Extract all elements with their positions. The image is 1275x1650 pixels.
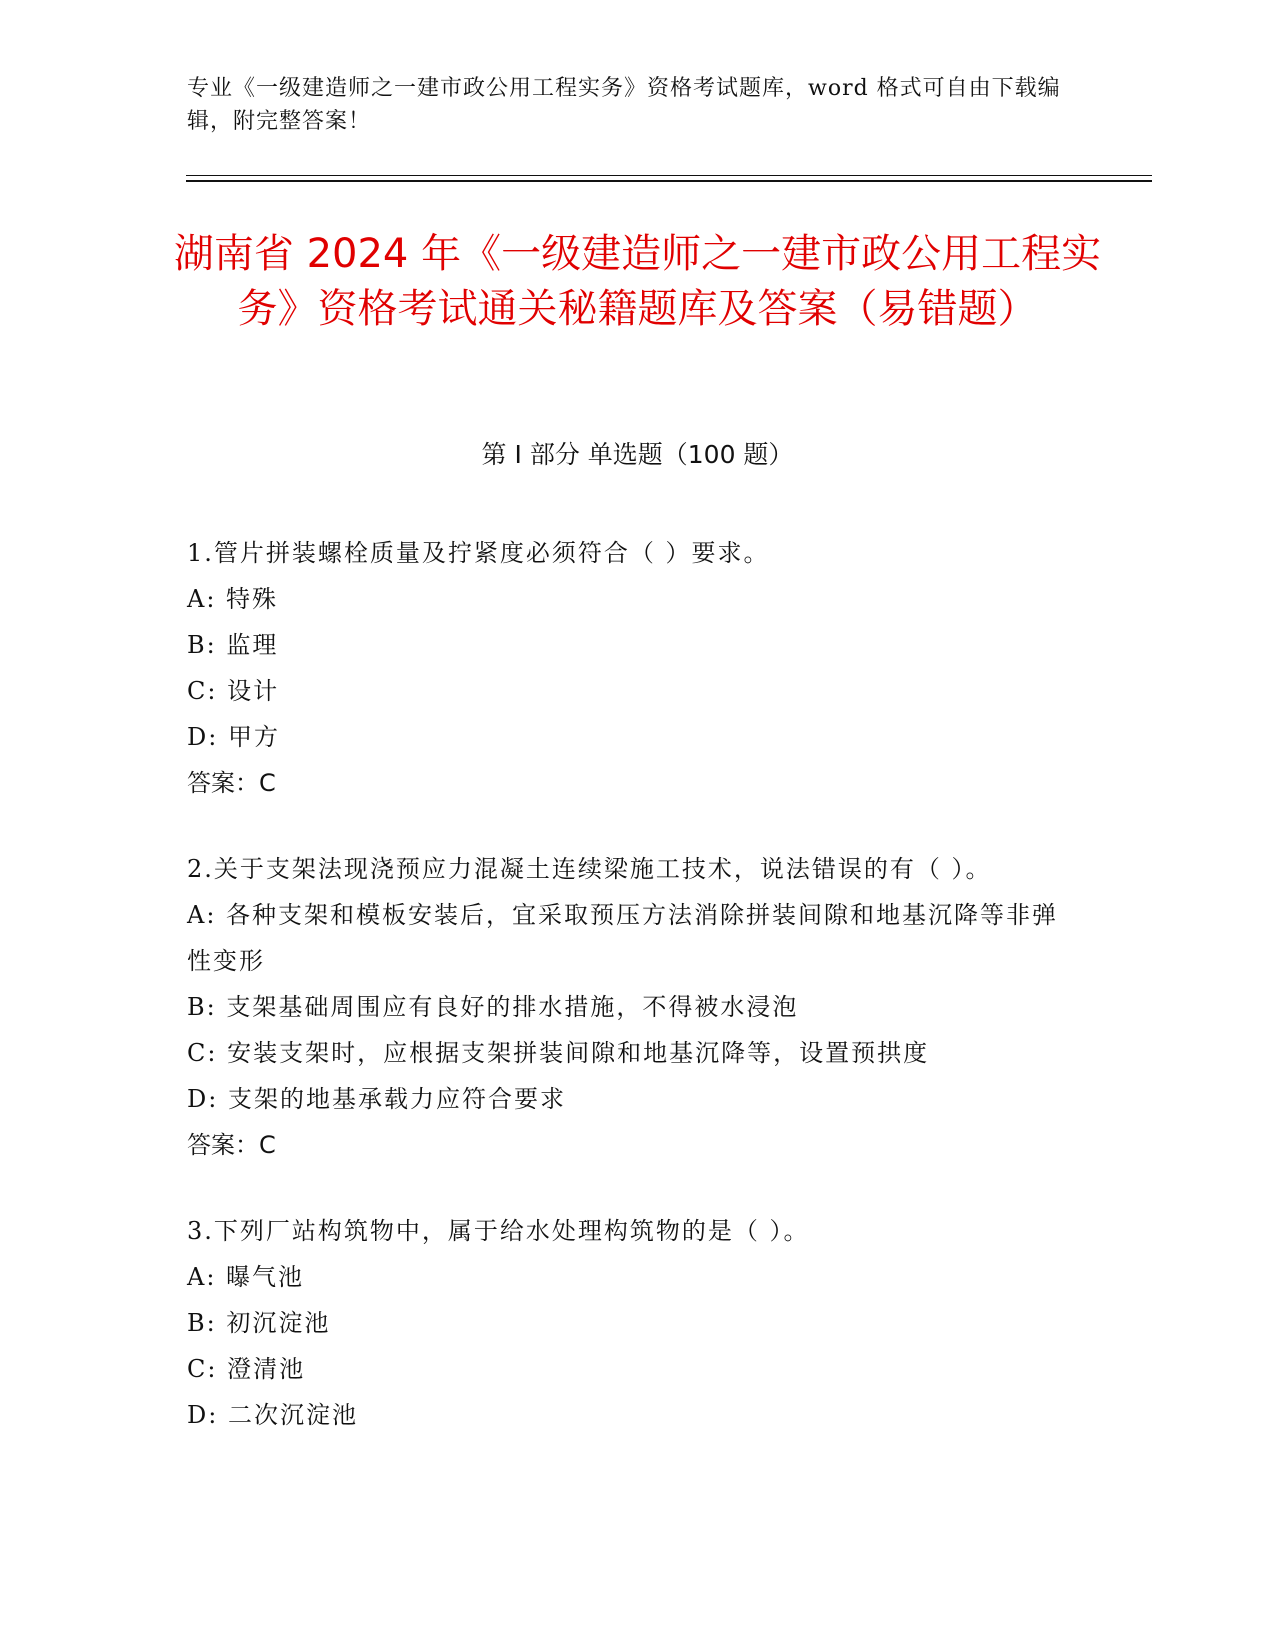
option-b: B: 支架基础周围应有良好的排水措施，不得被水浸泡 [187, 993, 799, 1021]
section-title: 第 I 部分 单选题（100 题） [481, 440, 794, 469]
question-list [187, 530, 1077, 1478]
answer: 答案：C [187, 1131, 276, 1159]
document-title: 湖南省 2024 年《一级建造师之一建市政公用工程实务》资格考试通关秘籍题库及答案（易错题） [173, 231, 1102, 332]
option-a: A: 特殊 [187, 585, 279, 613]
question-3 [187, 1208, 1077, 1438]
option-c: C: 设计 [187, 677, 280, 705]
option-c: C: 安装支架时，应根据支架拼装间隙和地基沉降等，设置预拱度 [187, 1039, 930, 1067]
answer: 答案：C [187, 769, 276, 797]
option-d: D: 支架的地基承载力应符合要求 [187, 1085, 566, 1113]
question-stem: 3.下列厂站构筑物中，属于给水处理构筑物的是（ ）。 [187, 1217, 810, 1245]
question-2 [187, 846, 1077, 1168]
header-note: 专业《一级建造师之一建市政公用工程实务》资格考试题库，word 格式可自由下载编辑，附完整答案！ [187, 76, 1061, 134]
option-b: B: 初沉淀池 [187, 1309, 331, 1337]
header-divider-thick [186, 180, 1152, 182]
option-d: D: 二次沉淀池 [187, 1401, 358, 1429]
question-1 [187, 530, 1077, 806]
option-a: A: 曝气池 [187, 1263, 305, 1291]
option-a: A: 各种支架和模板安装后，宜采取预压方法消除拼装间隙和地基沉降等非弹性变形 [187, 901, 1059, 975]
option-c: C: 澄清池 [187, 1355, 306, 1383]
option-d: D: 甲方 [187, 723, 280, 751]
question-stem: 2.关于支架法现浇预应力混凝土连续梁施工技术，说法错误的有（ ）。 [187, 855, 992, 883]
header-divider-thin [186, 175, 1152, 176]
option-b: B: 监理 [187, 631, 279, 659]
question-stem: 1.管片拼装螺栓质量及拧紧度必须符合（ ）要求。 [187, 539, 770, 567]
